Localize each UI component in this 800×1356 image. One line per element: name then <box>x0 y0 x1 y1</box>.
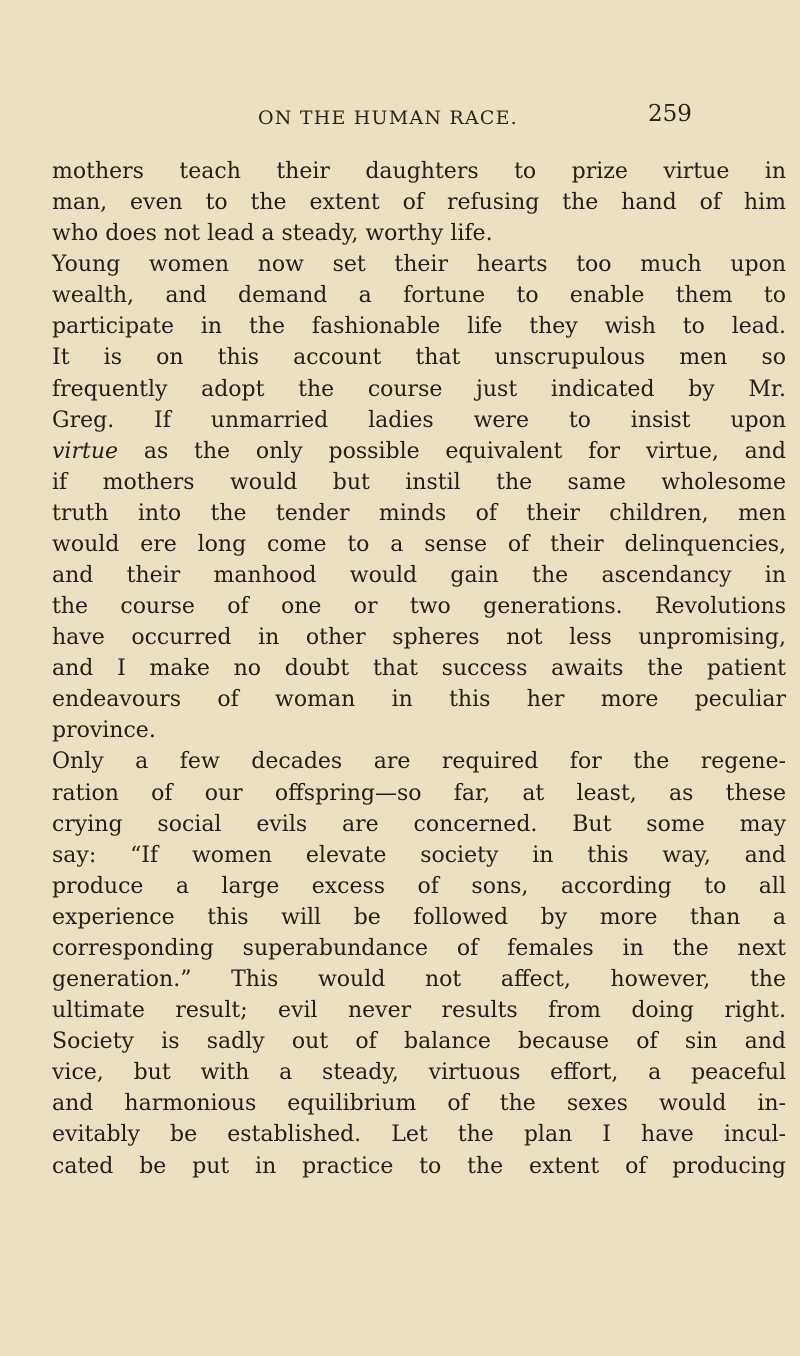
text-line: ultimate result; evil never results from doing right. <box>52 998 786 1024</box>
text-line: It is on this account that unscrupulous men so <box>52 345 786 371</box>
text-line: man, even to the extent of refusing the hand of him <box>52 190 786 216</box>
text-line: truth into the tender minds of their children, men <box>52 500 786 526</box>
text-line: produce a large excess of sons, according to all <box>52 873 786 899</box>
page-number: 259 <box>648 101 692 127</box>
text-line: endeavours of woman in this her more peculiar <box>52 687 786 713</box>
text-line-rest: as the only possible equivalent for virtue, and <box>143 438 787 464</box>
text-line: cated be put in practice to the extent of producing <box>52 1153 786 1179</box>
text-line: who does not lead a steady, worthy life. <box>52 221 493 247</box>
text-line: mothers teach their daughters to prize virtue in <box>52 159 786 184</box>
text-line: experience this will be followed by more than a <box>52 904 786 930</box>
text-line: corresponding superabundance of females in the next <box>52 935 786 961</box>
text-line: say: “If women elevate society in this way, and <box>52 842 786 868</box>
text-line: generation.” This would not affect, however, the <box>52 967 786 993</box>
text-line: and harmonious equilibrium of the sexes would in- <box>52 1091 786 1117</box>
running-head: ON THE HUMAN RACE. <box>258 107 518 129</box>
italic-word: virtue <box>52 438 119 464</box>
text-line: crying social evils are concerned. But some may <box>52 811 786 837</box>
text-line: and their manhood would gain the ascendancy in <box>52 563 786 589</box>
text-line: have occurred in other spheres not less unpromising, <box>52 625 786 651</box>
text-line: participate in the fashionable life they wish to lead. <box>52 314 786 340</box>
text-line: Only a few decades are required for the regene- <box>52 749 786 775</box>
text-line: Greg. If unmarried ladies were to insist upon <box>52 407 786 433</box>
text-line: vice, but with a steady, virtuous effort, a peaceful <box>52 1060 786 1086</box>
text-line: frequently adopt the course just indicated by Mr. <box>52 376 786 402</box>
text-line: evitably be established. Let the plan I have incul- <box>52 1122 786 1148</box>
text-line: ration of our offspring—so far, at least, as these <box>52 780 786 806</box>
text-line: wealth, and demand a fortune to enable them to <box>52 283 786 309</box>
body-text <box>52 156 786 1182</box>
text-line: Young women now set their hearts too much upon <box>52 252 786 278</box>
text-line: province. <box>52 718 156 744</box>
text-line: if mothers would but instil the same wholesome <box>52 469 786 495</box>
text-line: and I make no doubt that success awaits the patient <box>52 656 786 682</box>
text-line: the course of one or two generations. Revolutions <box>52 594 786 620</box>
text-line: would ere long come to a sense of their delinquencies, <box>52 531 786 557</box>
text-line-with-italic <box>52 436 786 467</box>
text-line: Society is sadly out of balance because of sin and <box>52 1029 786 1055</box>
